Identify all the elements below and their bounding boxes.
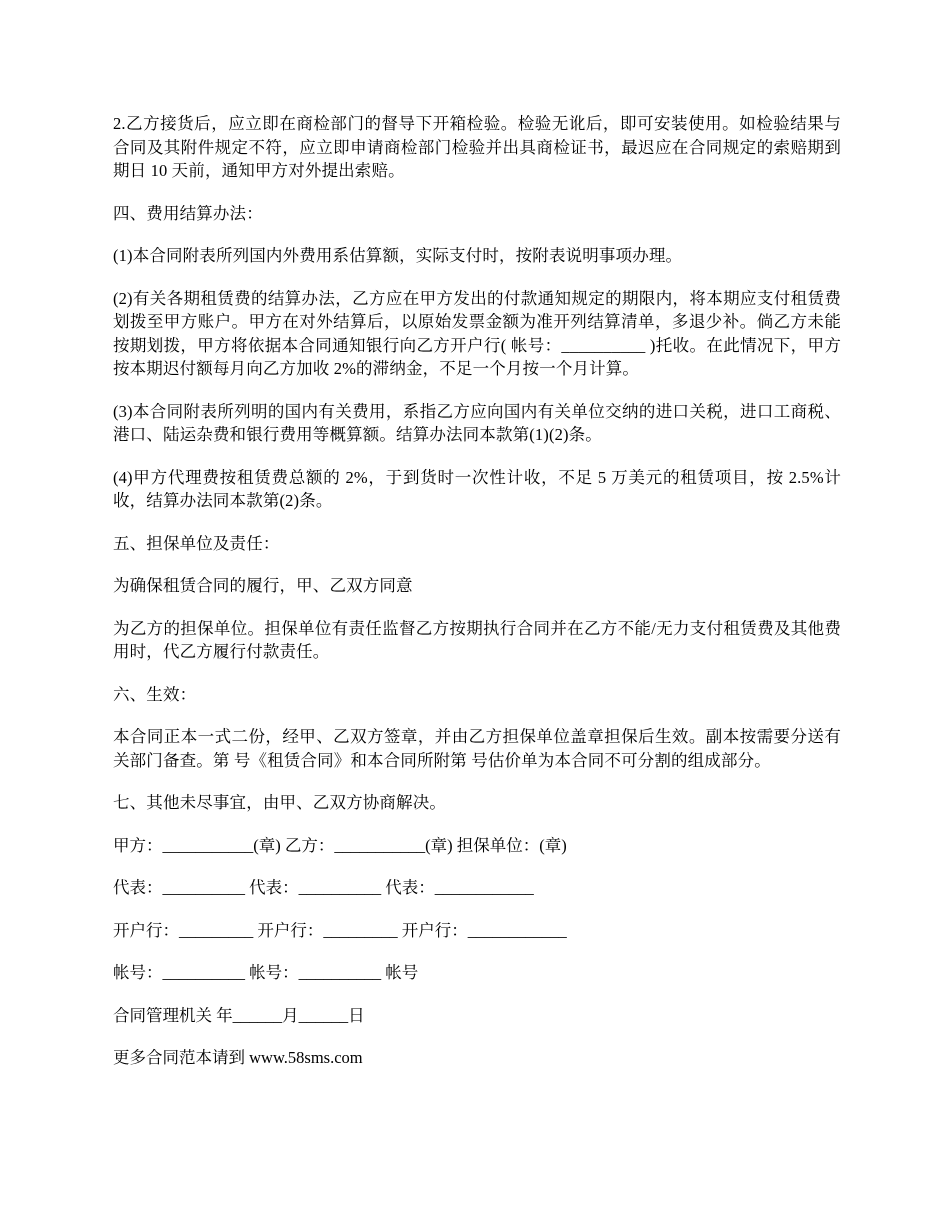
effective-clause: 本合同正本一式二份，经甲、乙双方签章，并由乙方担保单位盖章担保后生效。副本按需要分送有关部门备查。第 号《租赁合同》和本合同所附第 号估价单为本合同不可分割的组成部分。 <box>113 727 841 770</box>
guarantor-intro: 为确保租赁合同的履行，甲、乙双方同意 <box>113 576 413 595</box>
footer-more-templates: 更多合同范本请到 www.58sms.com <box>113 1048 363 1067</box>
section-heading-fee-settlement: 四、费用结算办法： <box>113 203 263 223</box>
section-heading-guarantor: 五、担保单位及责任： <box>113 533 280 553</box>
guarantor-responsibility: 为乙方的担保单位。担保单位有责任监督乙方按期执行合同并在乙方不能/无力支付租赁费及其他费用时，代乙方履行付款责任。 <box>113 618 841 661</box>
clause-inspection-paragraph: 2.乙方接货后，应立即在商检部门的督导下开箱检验。检验无讹后，即可安装使用。如检验结果与合同及其附件规定不符，应立即申请商检部门检验并出具商检证书，最迟应在合同规定的索赔期到期日 10 天前，通知甲方对外提出索赔。 <box>113 114 841 180</box>
document-page <box>113 112 841 1089</box>
section-heading-effective: 六、生效： <box>113 684 197 704</box>
signature-parties-line: 甲方：___________(章) 乙方：___________(章) 担保单位：(章) <box>113 835 567 855</box>
signature-representatives-line: 代表：__________ 代表：__________ 代表：____________ <box>113 878 534 897</box>
signature-banks-line: 开户行：_________ 开户行：_________ 开户行：____________ <box>113 920 567 940</box>
fee-clause-2: (2)有关各期租赁费的结算办法，乙方应在甲方发出的付款通知规定的期限内，将本期应支付租赁费划拨至甲方账户。甲方在对外结算后，以原始发票金额为准开列结算清单，多退少补。倘乙方未能按期划拨，甲方将依据本合同通知银行向乙方开户行( 帐号：__________ )托收。在此情况下，甲方按本期迟付额每月向乙方加收 2%的滞纳金，不足一个月按一个月计算。 <box>113 288 841 378</box>
fee-clause-1: (1)本合同附表所列国内外费用系估算额，实际支付时，按附表说明事项办理。 <box>113 246 683 265</box>
contract-authority-date-line: 合同管理机关 年______月______日 <box>113 1005 365 1025</box>
fee-clause-4: (4)甲方代理费按租赁费总额的 2%，于到货时一次性计收，不足 5 万美元的租赁项目，按 2.5%计收，结算办法同本款第(2)条。 <box>113 467 841 510</box>
fee-clause-3: (3)本合同附表所列明的国内有关费用，系指乙方应向国内有关单位交纳的进口关税，进口工商税、港口、陆运杂费和银行费用等概算额。结算办法同本款第(1)(2)条。 <box>113 401 841 444</box>
signature-accounts-line: 帐号：__________ 帐号：__________ 帐号 <box>113 963 419 982</box>
section-heading-other-matters: 七、其他未尽事宜，由甲、乙双方协商解决。 <box>113 793 446 812</box>
